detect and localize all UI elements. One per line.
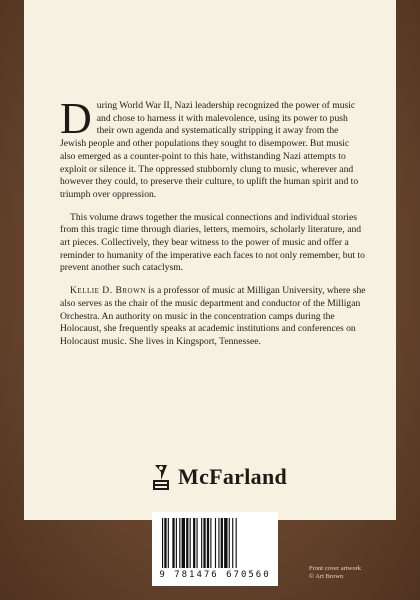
- blurb-paragraph-1-text: uring World War II, Nazi leadership recognized the power of music and chose to harness it with malevolence, using its power to push their own agenda and systematically stripping it away from the Jewish people and other populations they sought to disempower. But music also emerged as a counter-point to this hate, withstanding Nazi attempts to exploit or silence it. The oppressed stubbornly clung to music, wherever and however they could, to preserve their culture, to uplift the human spirit and to triumph over oppression.: [60, 100, 359, 200]
- isbn-barcode: [152, 512, 278, 586]
- author-bio: [60, 285, 366, 349]
- barcode-bars: [160, 518, 270, 568]
- author-bio-text: is a professor of music at Milligan University, where she also serves as the chair of the music department and conductor of the Milligan Orchestra. An authority on music in the concentration camps during the Holocaust, she frequently speaks at academic institutions and conferences on Holocaust music. She lives in Kingsport, Tennessee.: [60, 285, 366, 347]
- credit-line-1: Front cover artwork: [309, 565, 361, 572]
- publisher-name: McFarland: [178, 464, 288, 489]
- blurb-paragraph-1: [60, 94, 366, 202]
- publisher-logo: [150, 457, 287, 497]
- isbn-number: 9 781476 670560: [159, 570, 271, 580]
- blurb-paragraph-2: This volume draws together the musical connections and individual stories from this tragic time through diaries, letters, memoirs, scholarly literature, and art pieces. Collectively, they bear witness to the power of music and offer a reminder to humanity of the imperative each faces to not only remember, but to prevent another such cataclysm.: [60, 211, 365, 274]
- gramophone-icon: [150, 462, 172, 492]
- author-name: Kellie D. Brown: [70, 285, 146, 297]
- cover-art-credit: [309, 565, 399, 581]
- drop-cap: D: [60, 94, 92, 143]
- blurb-text: [60, 94, 366, 359]
- credit-line-2: © Art Brown: [309, 573, 344, 580]
